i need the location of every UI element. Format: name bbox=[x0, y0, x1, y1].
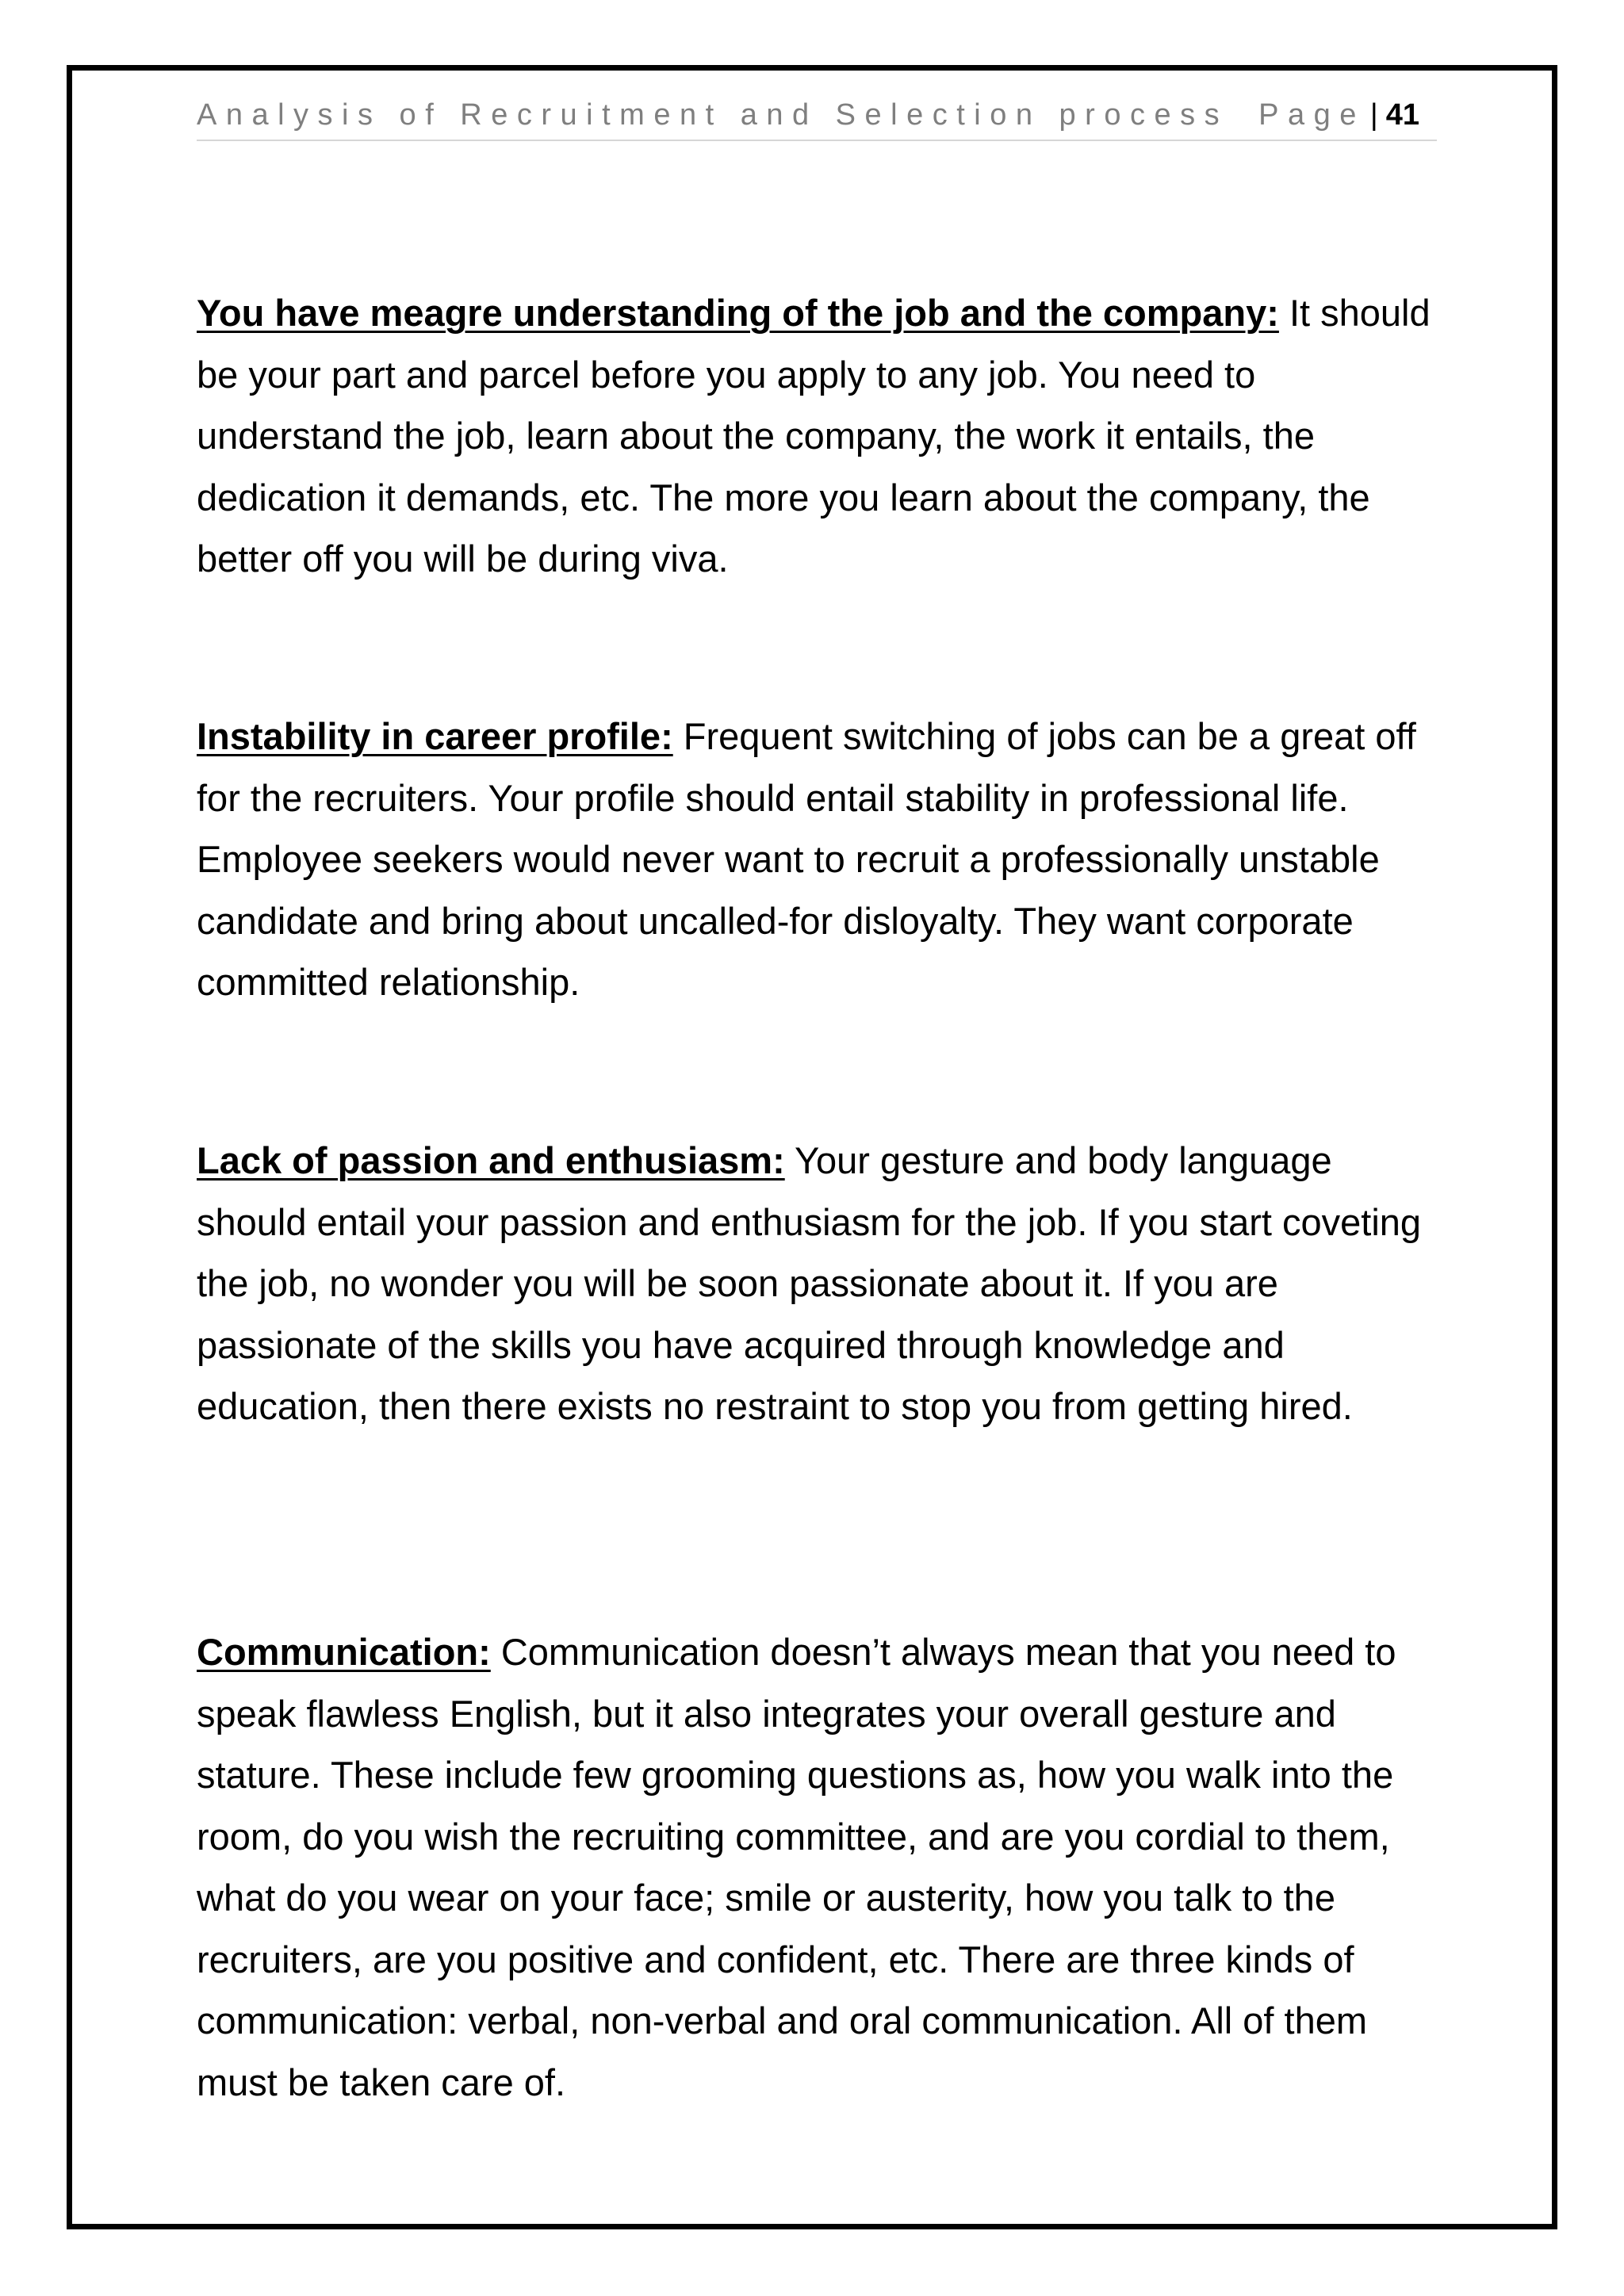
page-indicator bbox=[1258, 98, 1419, 132]
section-body: It should be your part and parcel before you apply to any job. You need to understand the job, learn about the company, the work it entails, the dedication it demands, etc. The more you learn about the company, the better off you will be during viva. bbox=[197, 292, 1431, 580]
section-passion-enthusiasm bbox=[197, 1130, 1442, 1437]
section-heading: You have meagre understanding of the job and the company: bbox=[197, 292, 1279, 334]
section-job-understanding bbox=[197, 282, 1442, 590]
section-body: Your gesture and body language should entail your passion and enthusiasm for the job. If you start coveting the job, no wonder you will be soon passionate about it. If you are passionate of the skills you have acquired through knowledge and education, then there exists no restraint to stop you from getting hired. bbox=[197, 1139, 1422, 1427]
page-separator: | bbox=[1369, 98, 1378, 132]
paragraph bbox=[197, 1621, 1442, 2113]
page-header bbox=[197, 95, 1437, 141]
section-body: Communication doesn’t always mean that you need to speak flawless English, but it also integrates your overall gesture and stature. These include few grooming questions as, how you walk into the room, do you wish the recruiting committee, and are you cordial to them, what do you wear on your face; smile or austerity, how you talk to the recruiters, are you positive and confident, etc. There are three kinds of communication: verbal, non-verbal and oral communication. All of them must be taken care of. bbox=[197, 1631, 1396, 2103]
section-body: Frequent switching of jobs can be a great off for the recruiters. Your profile should entail stability in professional life. Employee seekers would never want to recruit a professionally unstable candidate and bring about uncalled-for disloyalty. They want corporate committed relationship. bbox=[197, 715, 1416, 1003]
section-career-instability bbox=[197, 706, 1442, 1013]
section-heading: Instability in career profile: bbox=[197, 715, 673, 757]
paragraph bbox=[197, 706, 1442, 1013]
paragraph bbox=[197, 1130, 1442, 1437]
page-number: 41 bbox=[1385, 98, 1419, 132]
paragraph bbox=[197, 282, 1442, 590]
section-heading: Communication: bbox=[197, 1631, 491, 1673]
document-title: Analysis of Recruitment and Selection process bbox=[197, 98, 1229, 132]
page-label: Page bbox=[1258, 98, 1365, 132]
section-heading: Lack of passion and enthusiasm: bbox=[197, 1139, 785, 1181]
section-communication bbox=[197, 1621, 1442, 2113]
